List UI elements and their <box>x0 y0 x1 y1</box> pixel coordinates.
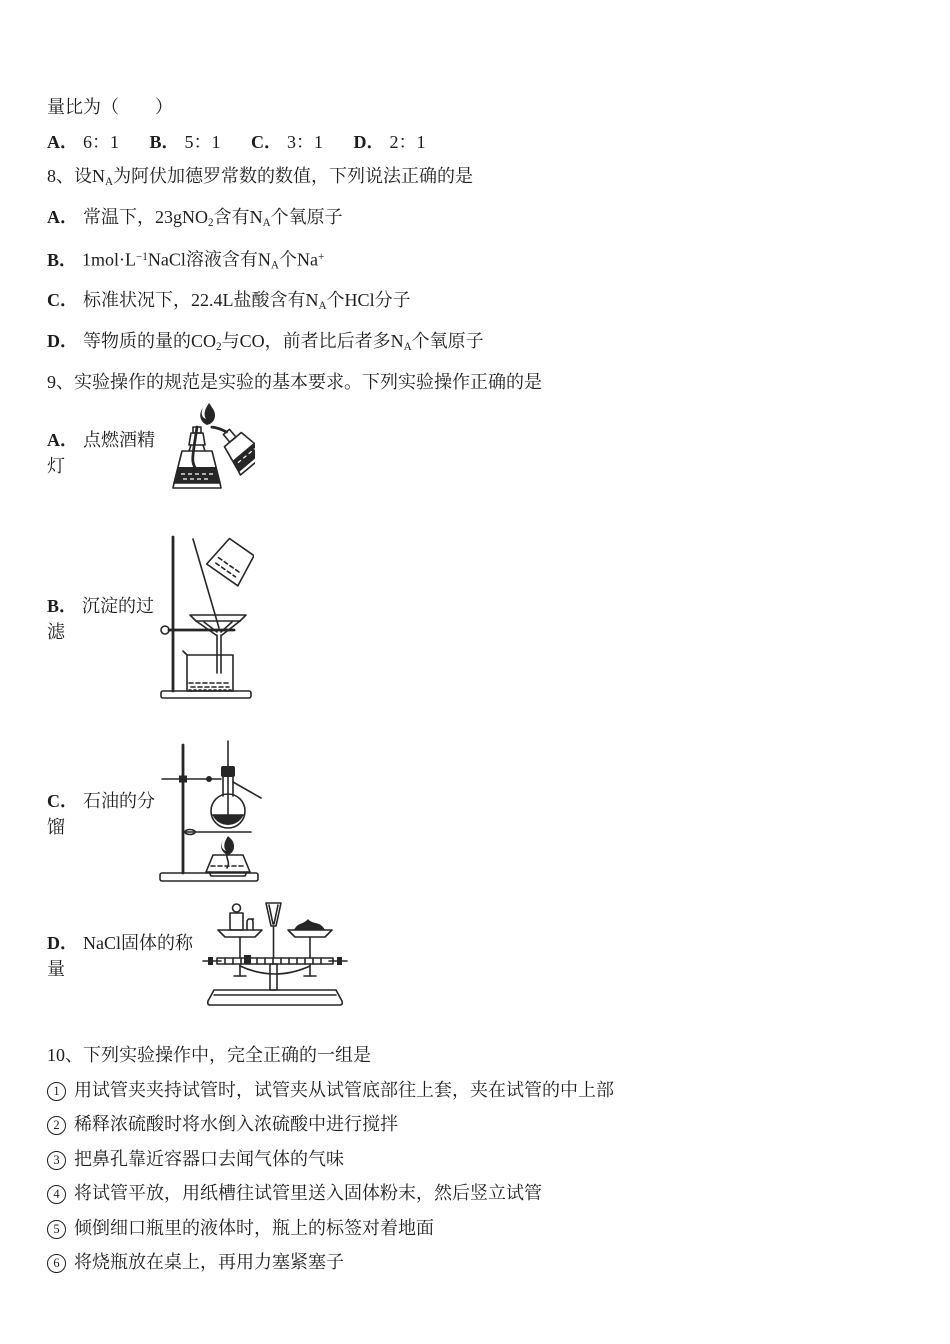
figure-caption: 沉淀的过滤 <box>47 596 155 643</box>
option-text: 含有N <box>213 206 263 227</box>
subscript: 2 <box>216 341 222 354</box>
filtration-apparatus-figure <box>158 533 254 703</box>
option-value: 2：1 <box>389 131 426 152</box>
figure-a-label <box>47 426 163 478</box>
pouring-beaker <box>207 536 254 586</box>
receiving-beaker <box>183 651 233 691</box>
weights <box>230 904 254 930</box>
stem-text: 为阿伏加德罗常数的数值，下列说法正确的是 <box>113 166 474 186</box>
option-text: 等物质的量的CO <box>83 331 217 352</box>
option-letter: B． <box>47 249 78 270</box>
q9-figure-a <box>47 401 920 503</box>
option-text: 标准状况下，22.4L盐酸含有N <box>83 290 319 311</box>
q9-figure-d <box>47 902 920 1008</box>
page-content <box>47 90 920 1280</box>
circled-number: 4 <box>47 1185 66 1204</box>
item-text: 倾倒细口瓶里的液体时，瓶上的标签对着地面 <box>74 1217 434 1238</box>
option-letter: A． <box>47 206 78 227</box>
option-text: 个氧原子 <box>270 206 343 227</box>
option-letter: B． <box>47 596 78 617</box>
flame-icon <box>200 403 215 425</box>
upright-alcohol-lamp <box>173 427 221 488</box>
q7-options-row <box>47 125 920 160</box>
option-text: 个Na <box>278 249 318 270</box>
beam-bow <box>240 966 310 974</box>
q10-stem <box>47 1038 920 1073</box>
item-text: 稀释浓硫酸时将水倒入浓硫酸中进行搅拌 <box>74 1114 398 1135</box>
subscript: A <box>105 176 114 189</box>
option-letter: D． <box>47 933 78 954</box>
option-letter: D． <box>353 131 385 152</box>
stand-base <box>160 873 258 881</box>
subscript: A <box>270 259 279 272</box>
figure-caption: 点燃酒精灯 <box>47 430 155 477</box>
option-letter: B． <box>149 131 180 152</box>
q10-item-3 <box>47 1142 920 1177</box>
beam <box>217 958 333 964</box>
q7-tail-line <box>47 90 920 125</box>
q7-option-a <box>47 132 119 152</box>
circled-number: 6 <box>47 1254 66 1273</box>
stem-text: 9、实验操作的规范是实验的基本要求。下列实验操作正确的是 <box>47 371 542 392</box>
alcohol-lamp-lighting-figure <box>163 401 255 503</box>
q7-option-d <box>354 132 426 152</box>
option-value: 6：1 <box>83 131 119 152</box>
option-letter: D． <box>47 331 78 352</box>
superscript: + <box>317 251 325 264</box>
q8-option-a <box>47 200 920 241</box>
circled-number: 1 <box>47 1082 66 1101</box>
distillation-apparatus-figure <box>157 740 263 886</box>
stem-text: 10、下列实验操作中，完全正确的一组是 <box>47 1045 371 1066</box>
center-pillar <box>270 964 277 990</box>
subscript: A <box>403 341 412 354</box>
balance-base <box>208 990 343 1005</box>
salt-sample <box>294 919 325 930</box>
q8-option-b <box>47 240 920 283</box>
q10-item-5 <box>47 1211 920 1246</box>
superscript: −1 <box>136 251 148 264</box>
item-text: 用试管夹夹持试管时，试管夹从试管底部往上套，夹在试管的中上部 <box>74 1079 614 1100</box>
stopper <box>221 766 235 777</box>
figure-caption: NaCl固体的称量 <box>47 933 193 980</box>
subscript: 2 <box>208 216 214 229</box>
option-letter: A． <box>47 430 78 451</box>
figure-caption: 石油的分馏 <box>47 791 155 838</box>
option-text: 个氧原子 <box>411 331 484 352</box>
option-letter: C． <box>47 791 78 812</box>
item-text: 将烧瓶放在桌上，再用力塞紧塞子 <box>74 1252 344 1273</box>
q7-option-b <box>150 132 221 152</box>
option-value: 5：1 <box>184 131 221 152</box>
side-arm <box>233 782 261 798</box>
option-text: 1mol·L <box>82 249 137 270</box>
q9-figure-c <box>47 740 920 886</box>
figure-c-label <box>47 787 157 839</box>
stand-base <box>161 691 251 698</box>
q10-item-2 <box>47 1107 920 1142</box>
circled-number: 5 <box>47 1220 66 1239</box>
option-value: 3：1 <box>287 131 324 152</box>
q7-option-c <box>251 132 323 152</box>
alcohol-lamp <box>206 852 250 876</box>
subscript: A <box>318 300 327 313</box>
circled-number: 2 <box>47 1116 66 1135</box>
right-pan-assembly <box>288 930 332 976</box>
q8-option-c <box>47 283 920 324</box>
q10-item-6 <box>47 1245 920 1280</box>
q7-tail-text: 量比为（ ） <box>47 97 173 117</box>
q9-stem <box>47 365 920 400</box>
option-letter: A． <box>47 131 78 152</box>
q10-item-4 <box>47 1176 920 1211</box>
clamp-knob <box>179 776 187 783</box>
q10-item-1 <box>47 1073 920 1108</box>
subscript: A <box>262 216 271 229</box>
option-text: 个HCl分子 <box>326 290 411 311</box>
balance-scale-figure <box>200 902 350 1008</box>
option-text: 常温下，23gNO <box>83 206 208 227</box>
figure-b-label <box>47 592 158 644</box>
q8-stem <box>47 159 920 200</box>
option-text: NaCl溶液含有N <box>147 249 271 270</box>
stem-text: 8、设N <box>47 166 105 186</box>
q8-option-d <box>47 324 920 365</box>
q9-figure-b <box>47 533 920 703</box>
option-letter: C． <box>251 131 283 152</box>
item-text: 把鼻孔靠近容器口去闻气体的气味 <box>74 1148 344 1169</box>
figure-d-label <box>47 929 200 981</box>
option-text: 与CO，前者比后者多N <box>221 331 404 352</box>
item-text: 将试管平放，用纸槽往试管里送入固体粉末，然后竖立试管 <box>74 1183 542 1204</box>
circled-number: 3 <box>47 1151 66 1170</box>
left-pan-assembly <box>218 930 262 976</box>
option-letter: C． <box>47 290 78 311</box>
rider-weight <box>244 955 251 964</box>
